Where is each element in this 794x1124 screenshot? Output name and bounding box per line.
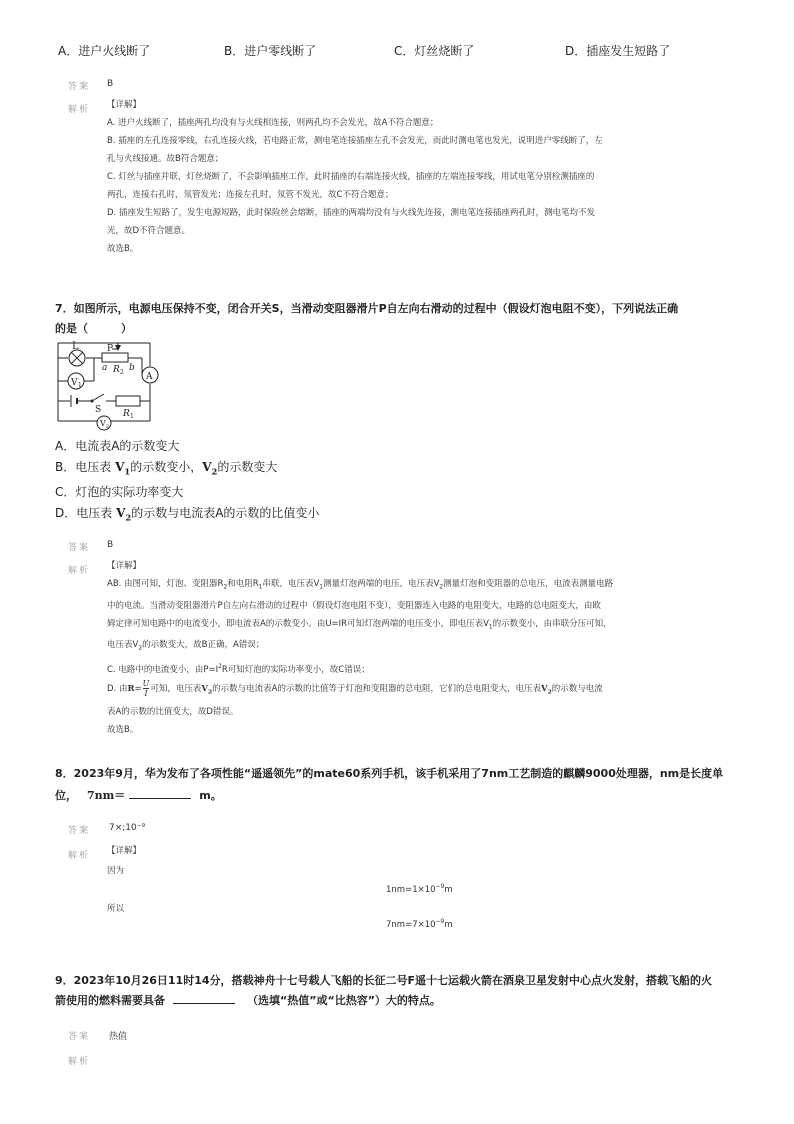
q7-option-d: D．电压表 $V_2$的示数与电流表A的示数的比值变小 xyxy=(55,506,320,523)
explanation-line: AB. 由图可知，灯泡、变阻器$R_2$和电阻$R_1$串联，电压表$V_1$测量灯泡两端的电压，电压表$V_2$测量灯泡和变阻器的总电压，电流表测量电路 xyxy=(107,579,614,591)
circuit-diagram xyxy=(50,337,162,437)
q7-stem-line: 的是（ ） xyxy=(55,322,132,335)
q7-options xyxy=(55,436,319,529)
svg-text:a: a xyxy=(102,363,108,373)
svg-text:V: V xyxy=(71,378,78,388)
svg-text:b: b xyxy=(129,363,135,373)
q6-option-a: A．进户火线断了 xyxy=(58,44,151,58)
q8-answer: 7×;10⁻⁹ xyxy=(109,823,146,833)
q8-stem-line: 8．2023年9月，华为发布了各项性能“遥遥领先”的mate60系列手机，该手机采用了7nm工艺制造的麒麟9000处理器，nm是长度单 xyxy=(55,767,724,780)
detail-label: 【详解】 xyxy=(107,100,142,110)
svg-text:A: A xyxy=(146,372,153,382)
svg-text:R: R xyxy=(123,409,130,419)
q7-option-c: C．灯泡的实际功率变大 xyxy=(55,485,184,500)
q7-stem-line: 7．如图所示，电源电压保持不变，闭合开关S，当滑动变阻器滑片P自左向右滑动的过程中（假设灯泡电阻不变），下列说法正确 xyxy=(55,302,679,315)
q8-stem xyxy=(55,764,723,808)
q7-explanation xyxy=(107,557,613,739)
svg-text:V: V xyxy=(100,419,106,428)
formula-7nm: $7nm=7\times 10^{-9}m$ xyxy=(386,918,453,930)
q6-analysis-label: 解析 xyxy=(68,105,91,115)
q9-answer-label: 答案 xyxy=(68,1032,91,1042)
explanation-line: C. 电路中的电流变小，由$P=I^2R$可知灯泡的实际功率变小，故C错误； xyxy=(107,663,370,675)
fill-blank[interactable] xyxy=(129,787,191,799)
q7-answer: B xyxy=(107,540,114,550)
slider-arrow-icon xyxy=(115,345,121,351)
svg-text:1: 1 xyxy=(78,382,82,389)
q6-option-b: B．进户零线断了 xyxy=(224,44,317,58)
q6-answer: B xyxy=(107,79,114,89)
q6-option-c: C．灯丝烧断了 xyxy=(394,44,475,58)
explanation-line: 孔与火线接通。故B符合题意； xyxy=(107,154,224,164)
formula-1nm: $1nm=1\times 10^{-9}m$ xyxy=(386,883,453,895)
explanation-line: 两孔，连接右孔时，氖管发光；连接左孔时，氖管不发光，故C不符合题意； xyxy=(107,190,394,200)
q6-explanation xyxy=(107,96,603,258)
because-text: 因为 xyxy=(107,866,125,876)
explanation-line: D. 插座发生短路了，发生电源短路，此时保险丝会熔断，插座的两端均没有与火线先连接，测电笔连接插座两孔时，测电笔均不发 xyxy=(107,208,595,218)
q7-option-b: B．电压表 $V_1$的示数变小，$V_2$的示数变大 xyxy=(55,460,278,477)
svg-text:S: S xyxy=(95,405,102,415)
explanation-line: C. 灯丝与插座并联，灯丝烧断了，不会影响插座工作，此时插座的右端连接火线，插座的左端连接零线，用试电笔分别检测插座的 xyxy=(107,172,595,182)
lamp-icon xyxy=(69,350,85,366)
svg-text:1: 1 xyxy=(130,413,134,420)
q8-analysis-label: 解析 xyxy=(68,851,91,861)
explanation-line: 表A的示数的比值变大，故D错误。 xyxy=(107,706,239,717)
q9-stem-line: 箭使用的燃料需要具备 （选填“热值”或“比热容”）大的特点。 xyxy=(55,994,441,1007)
explanation-line: 姆定律可知电路中的电流变小，即电流表A的示数变小。由U=IR可知灯泡两端的电压变小，即电压表$V_1$的示数变小，由串联分压可知， xyxy=(107,618,612,631)
explanation-line: B. 插座的左孔连接零线，右孔连接火线，若电路正常，测电笔连接插座左孔不会发光，而此时测电笔也发光，说明进户零线断了，左 xyxy=(107,136,603,146)
q8-stem-line: 位， 7nm＝ m。 xyxy=(55,789,222,802)
explanation-line: 电压表$V_2$的示数变大，故B正确，A错误； xyxy=(107,640,265,653)
svg-text:L: L xyxy=(72,341,79,352)
q9-answer: 热值 xyxy=(109,1032,128,1042)
q8-answer-label: 答案 xyxy=(68,826,91,836)
explanation-line: 故选B。 xyxy=(107,724,139,735)
q7-analysis-label: 解析 xyxy=(68,566,91,576)
q9-analysis-label: 解析 xyxy=(68,1057,91,1067)
explanation-line: 中的电流。当滑动变阻器滑片P自左向右滑动的过程中（假设灯泡电阻不变），变阻器连入电路的电阻变大，电路的总电阻变大，由欧 xyxy=(107,600,601,611)
fill-blank[interactable] xyxy=(173,992,235,1004)
q6-answer-label: 答案 xyxy=(68,82,91,92)
svg-text:P: P xyxy=(107,344,114,354)
explanation-line: 光，故D不符合题意。 xyxy=(107,226,191,236)
explanation-line: 故选B。 xyxy=(107,244,139,254)
q6-option-d: D．插座发生短路了 xyxy=(565,44,671,58)
q7-answer-label: 答案 xyxy=(68,543,91,553)
q7-option-a: A．电流表A的示数变大 xyxy=(55,439,180,453)
q7-stem xyxy=(55,299,678,339)
svg-text:2: 2 xyxy=(106,424,110,430)
q9-stem xyxy=(55,971,712,1011)
detail-label: 【详解】 xyxy=(107,561,142,571)
fraction-u-over-i: $\frac{U}{I}$ xyxy=(142,678,150,698)
explanation-line: D. 由R= $\frac{U}{I}$ 可知，电压表$V_2$的示数与电流表A的示数的比值等于灯泡和变阻器的总电阻，它们的总电阻变大，电压表$V_2$的示数与电流 xyxy=(107,678,603,698)
svg-text:R: R xyxy=(113,365,120,375)
explanation-line: A. 进户火线断了，插座两孔均没有与火线相连接，则两孔均不会发光，故A不符合题意； xyxy=(107,118,439,128)
q9-stem-line: 9．2023年10月26日11时14分，搭载神舟十七号载人飞船的长征二号F遥十七运载火箭在酒泉卫星发射中心点火发射，搭载飞船的火 xyxy=(55,974,713,987)
svg-text:2: 2 xyxy=(120,369,124,376)
detail-label: 【详解】 xyxy=(107,846,142,856)
so-text: 所以 xyxy=(107,904,125,914)
